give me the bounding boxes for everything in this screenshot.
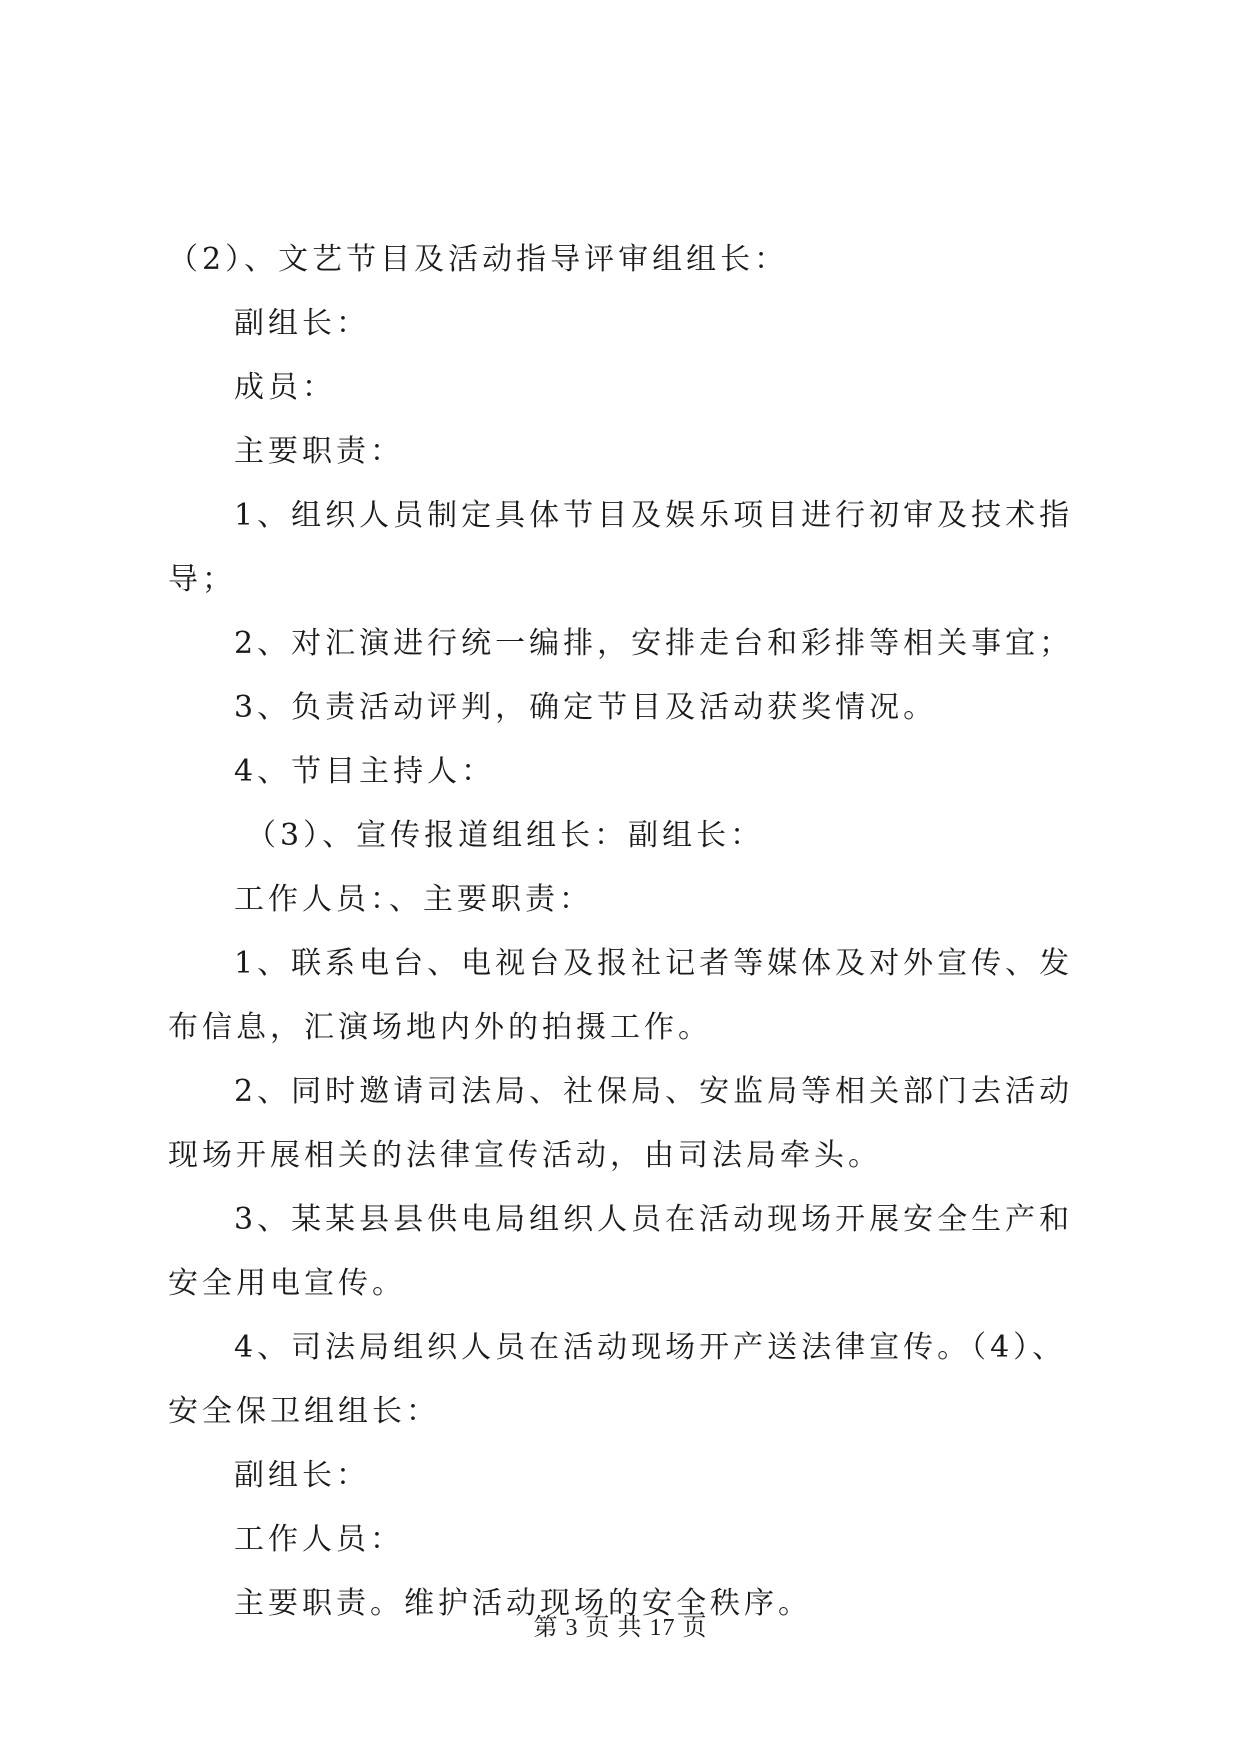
- paragraph: 4、节目主持人：: [234, 754, 496, 789]
- paragraph: 2、对汇演进行统一编排，安排走台和彩排等相关事宜；: [234, 626, 1074, 661]
- paragraph: （2）、文艺节目及活动指导评审组组长：: [168, 242, 789, 277]
- page-number-footer: 第 3 页 共 17 页: [533, 1615, 708, 1641]
- document-body: [168, 228, 1088, 1636]
- paragraph: 工作人员：、主要职责：: [234, 882, 593, 917]
- paragraph: 2、同时邀请司法局、社保局、安监局等相关部门去活动现场开展相关的法律宣传活动，由司法局牵头。: [168, 1074, 1074, 1173]
- paragraph: 1、组织人员制定具体节目及娱乐项目进行初审及技术指导；: [168, 498, 1074, 597]
- paragraph: 副组长：: [234, 306, 370, 341]
- paragraph: 主要职责。维护活动现场的安全秩序。: [234, 1586, 812, 1621]
- paragraph: 1、联系电台、电视台及报社记者等媒体及对外宣传、发布信息，汇演场地内外的拍摄工作。: [168, 946, 1074, 1045]
- paragraph: 3、某某县县供电局组织人员在活动现场开展安全生产和安全用电宣传。: [168, 1202, 1074, 1301]
- paragraph: 3、负责活动评判，确定节目及活动获奖情况。: [234, 690, 938, 725]
- paragraph: 4、司法局组织人员在活动现场开产送法律宣传。（4）、安全保卫组组长：: [168, 1330, 1067, 1429]
- paragraph: 副组长：: [234, 1458, 370, 1493]
- paragraph: 主要职责：: [234, 434, 404, 469]
- paragraph: 工作人员：: [234, 1522, 404, 1557]
- paragraph: 成员：: [234, 370, 336, 405]
- paragraph: （3）、宣传报道组组长：副组长：: [246, 818, 765, 853]
